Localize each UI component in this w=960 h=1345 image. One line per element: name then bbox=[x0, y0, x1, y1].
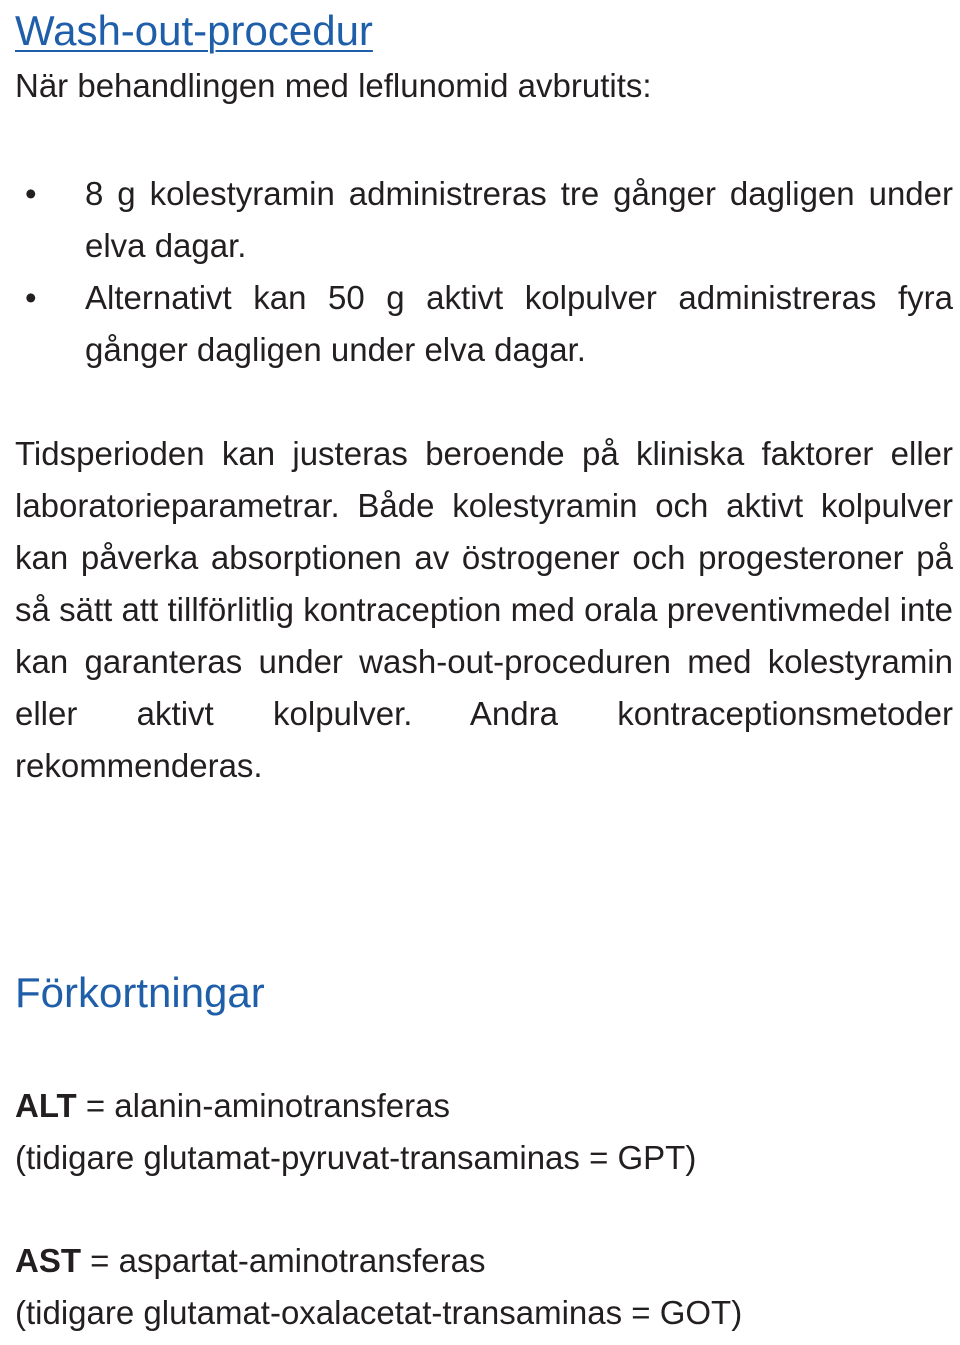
washout-bullet-list bbox=[15, 168, 953, 376]
abbreviation-term: ALT bbox=[15, 1087, 77, 1124]
abbreviation-note: (tidigare glutamat-pyruvat-transaminas = GPT) bbox=[15, 1139, 697, 1176]
bullet-icon: • bbox=[25, 175, 37, 212]
list-item bbox=[15, 168, 953, 272]
abbreviation-alt bbox=[15, 1080, 696, 1184]
bullet-text: Alternativt kan 50 g aktivt kolpulver administreras fyra gånger dagligen under elva dagar. bbox=[85, 279, 953, 368]
list-item bbox=[15, 272, 953, 376]
abbreviation-line bbox=[15, 1235, 742, 1287]
abbreviation-ast bbox=[15, 1235, 742, 1339]
abbreviation-note: (tidigare glutamat-oxalacetat-transaminas = GOT) bbox=[15, 1294, 743, 1331]
washout-heading: Wash-out-procedur bbox=[15, 7, 373, 54]
abbreviation-term: AST bbox=[15, 1242, 81, 1279]
abbreviation-definition: = alanin-aminotransferas bbox=[76, 1087, 450, 1124]
washout-intro: När behandlingen med leflunomid avbrutits: bbox=[15, 67, 652, 104]
bullet-text: 8 g kolestyramin administreras tre gånger dagligen under elva dagar. bbox=[85, 175, 953, 264]
bullet-icon: • bbox=[25, 279, 37, 316]
abbreviation-line bbox=[15, 1080, 696, 1132]
washout-paragraph: Tidsperioden kan justeras beroende på kliniska faktorer eller laboratorieparametrar. Både kolestyramin och aktivt kolpulver kan påverka absorptionen av östrogener och progesteroner på så sätt att tillförlitlig kontraception med orala preventivmedel inte kan garanteras under wash-out-proceduren med kolestyramin eller aktivt kolpulver. Andra kontraceptionsmetoder rekommenderas. bbox=[15, 435, 953, 784]
abbreviations-heading: Förkortningar bbox=[15, 969, 265, 1016]
abbreviation-definition: = aspartat-aminotransferas bbox=[81, 1242, 486, 1279]
